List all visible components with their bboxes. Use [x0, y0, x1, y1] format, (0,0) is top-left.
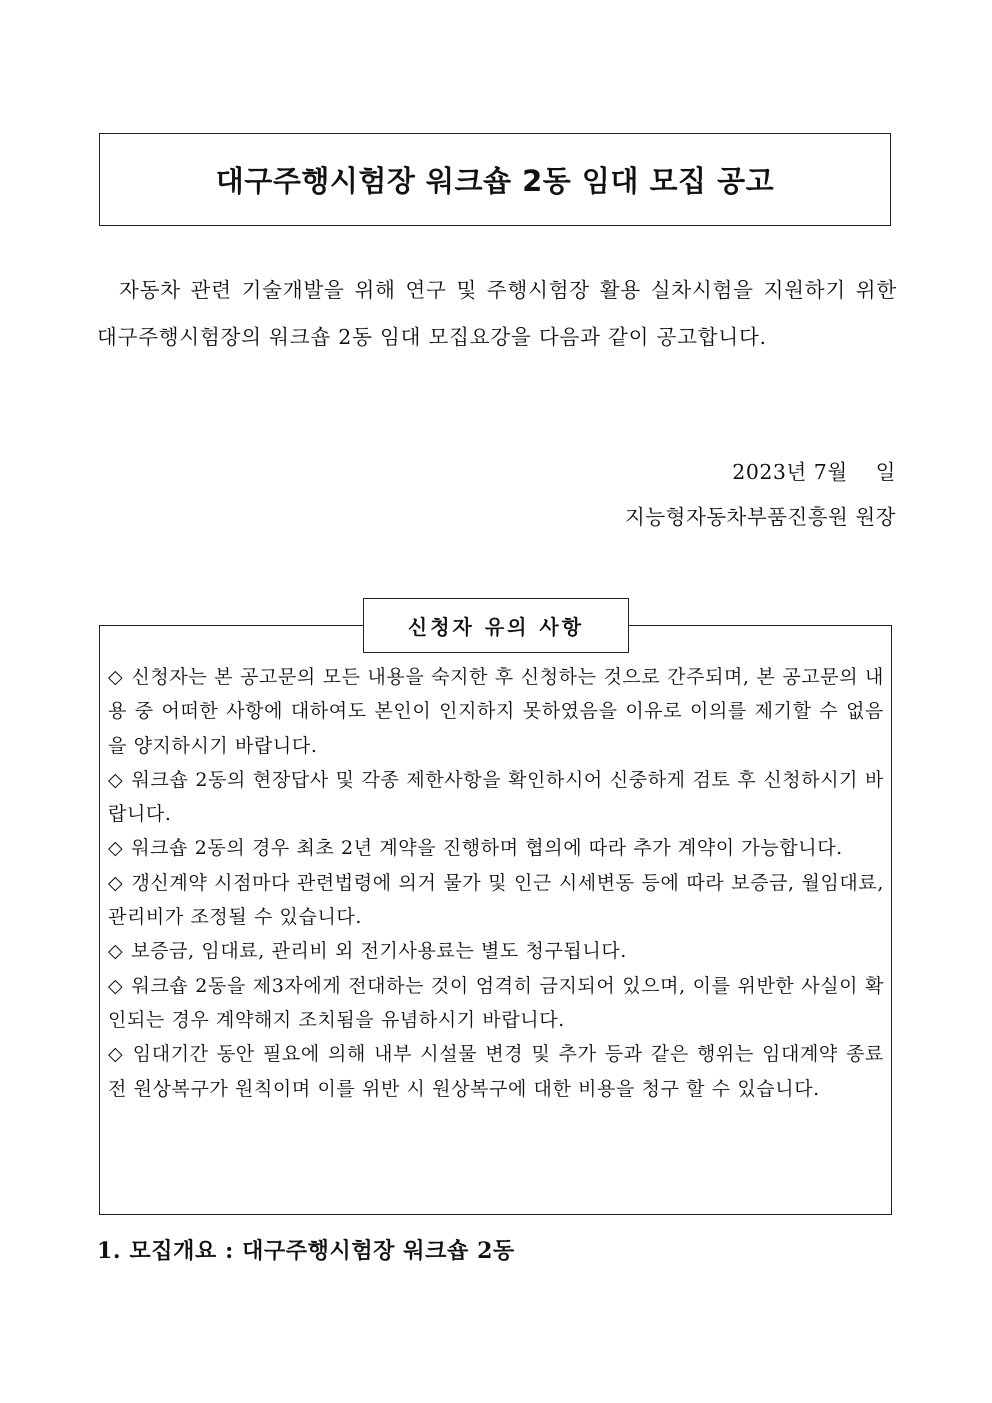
diamond-bullet-icon: ◇ — [108, 666, 124, 688]
notice-item-text: 신청자는 본 공고문의 모든 내용을 숙지한 후 신청하는 것으로 간주되며, 본 공고문의 내용 중 어떠한 사항에 대하여도 본인이 인지하지 못하였음을 이유로 이의를 제기할 수 없음을 양지하시기 바랍니다. — [108, 666, 884, 757]
notice-item-text: 보증금, 임대료, 관리비 외 전기사용료는 별도 청구됩니다. — [131, 940, 627, 963]
diamond-bullet-icon: ◇ — [108, 768, 124, 791]
diamond-bullet-icon: ◇ — [108, 837, 124, 860]
diamond-bullet-icon: ◇ — [108, 974, 124, 997]
notice-item-text: 워크숍 2동의 경우 최초 2년 계약을 진행하며 협의에 따라 추가 계약이 가능합니다. — [131, 837, 843, 860]
page-title: 대구주행시험장 워크숍 2동 임대 모집 공고 — [215, 164, 775, 198]
signer: 지능형자동차부품진흥원 원장 — [625, 505, 896, 529]
notice-item — [108, 660, 884, 763]
notice-item-text: 워크숍 2동의 현장답사 및 각종 제한사항을 확인하시어 신중하게 검토 후 신청하시기 바랍니다. — [108, 768, 884, 826]
diamond-bullet-icon: ◇ — [108, 1043, 125, 1066]
notice-item — [108, 866, 884, 935]
notice-item-text: 워크숍 2동을 제3자에게 전대하는 것이 엄격히 금지되어 있으며, 이를 위반한 사실이 확인되는 경우 계약해지 조치됨을 유념하시기 바랍니다. — [108, 974, 884, 1031]
section-heading: 1. 모집개요 : 대구주행시험장 워크숍 2동 — [97, 1238, 515, 1264]
diamond-bullet-icon: ◇ — [108, 871, 124, 894]
notice-list — [108, 660, 884, 1106]
notice-item — [108, 934, 884, 968]
announcement-date: 2023년 7월 일 — [732, 460, 896, 484]
notice-item — [108, 763, 884, 832]
intro-paragraph: 자동차 관련 기술개발을 위해 연구 및 주행시험장 활용 실차시험을 지원하기 위한 대구주행시험장의 워크숍 2동 임대 모집요강을 다음과 같이 공고합니다. — [97, 278, 897, 349]
title-box — [99, 133, 891, 226]
notice-label: 신청자 유의 사항 — [363, 598, 629, 653]
diamond-bullet-icon: ◇ — [108, 940, 124, 963]
notice-item — [108, 969, 884, 1038]
notice-item — [108, 1037, 884, 1106]
notice-item-text: 임대기간 동안 필요에 의해 내부 시설물 변경 및 추가 등과 같은 행위는 임대계약 종료 전 원상복구가 원칙이며 이를 위반 시 원상복구에 대한 비용을 청구 할 수 있습니다. — [108, 1043, 884, 1100]
notice-item-text: 갱신계약 시점마다 관련법령에 의거 물가 및 인근 시세변동 등에 따라 보증금, 월임대료, 관리비가 조정될 수 있습니다. — [108, 871, 884, 929]
notice-item — [108, 831, 884, 865]
